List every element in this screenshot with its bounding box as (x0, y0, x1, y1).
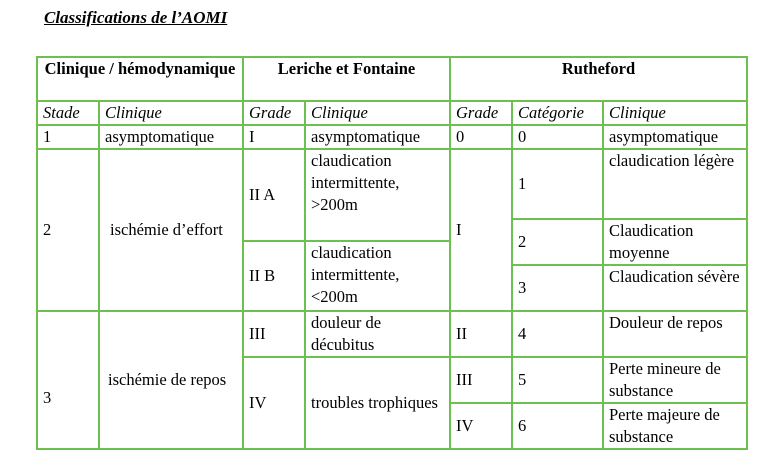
lf-clinique-cell: claudication intermittente, >200m (305, 149, 450, 241)
r-categorie-cell: 6 (512, 403, 603, 449)
col-r-categorie-header: Catégorie (512, 101, 603, 125)
lf-clinique-cell: troubles trophiques (305, 357, 450, 449)
r-grade-cell: IV (450, 403, 512, 449)
group-header-row (37, 57, 747, 101)
group-rutherford-header: Rutheford (450, 57, 747, 101)
r-grade-cell: II (450, 311, 512, 357)
clinique-cell: asymptomatique (99, 125, 243, 149)
lf-clinique-cell: douleur de décubitus (305, 311, 450, 357)
clinique-cell: ischémie de repos (99, 311, 243, 449)
lf-grade-cell: IV (243, 357, 305, 449)
stade-cell: 3 (37, 311, 99, 449)
lf-grade-cell: II B (243, 241, 305, 311)
col-r-grade-header: Grade (450, 101, 512, 125)
r-categorie-cell: 5 (512, 357, 603, 403)
stade-cell: 2 (37, 149, 99, 311)
r-clinique-cell: Perte majeure de substance (603, 403, 747, 449)
r-grade-cell: I (450, 149, 512, 311)
col-r-clinique-header: Clinique (603, 101, 747, 125)
r-clinique-cell: Perte mineure de substance (603, 357, 747, 403)
col-clinique-header: Clinique (99, 101, 243, 125)
col-stade-header: Stade (37, 101, 99, 125)
aomi-classification-table (36, 56, 748, 450)
r-categorie-cell: 1 (512, 149, 603, 219)
lf-grade-cell: III (243, 311, 305, 357)
table-row (37, 149, 747, 195)
r-categorie-cell: 3 (512, 265, 603, 311)
r-clinique-cell: Claudication sévère (603, 265, 747, 311)
table-row (37, 311, 747, 357)
r-categorie-cell: 0 (512, 125, 603, 149)
stade-cell: 1 (37, 125, 99, 149)
r-grade-cell: III (450, 357, 512, 403)
lf-clinique-cell: asymptomatique (305, 125, 450, 149)
lf-clinique-cell: claudication intermittente, <200m (305, 241, 450, 311)
r-categorie-cell: 4 (512, 311, 603, 357)
group-clinique-header: Clinique / hémodynamique (37, 57, 243, 101)
r-clinique-cell: Douleur de repos (603, 311, 747, 357)
lf-grade-cell: II A (243, 149, 305, 241)
r-grade-cell: 0 (450, 125, 512, 149)
column-header-row (37, 101, 747, 125)
r-categorie-cell: 2 (512, 219, 603, 265)
col-lf-clinique-header: Clinique (305, 101, 450, 125)
lf-grade-cell: I (243, 125, 305, 149)
col-lf-grade-header: Grade (243, 101, 305, 125)
page-title: Classifications de l’AOMI (44, 8, 228, 27)
r-clinique-cell: claudication légère (603, 149, 747, 219)
r-clinique-cell: asymptomatique (603, 125, 747, 149)
table-row (37, 125, 747, 149)
r-clinique-cell: Claudication moyenne (603, 219, 747, 265)
group-leriche-header: Leriche et Fontaine (243, 57, 450, 101)
clinique-cell: ischémie d’effort (99, 149, 243, 311)
